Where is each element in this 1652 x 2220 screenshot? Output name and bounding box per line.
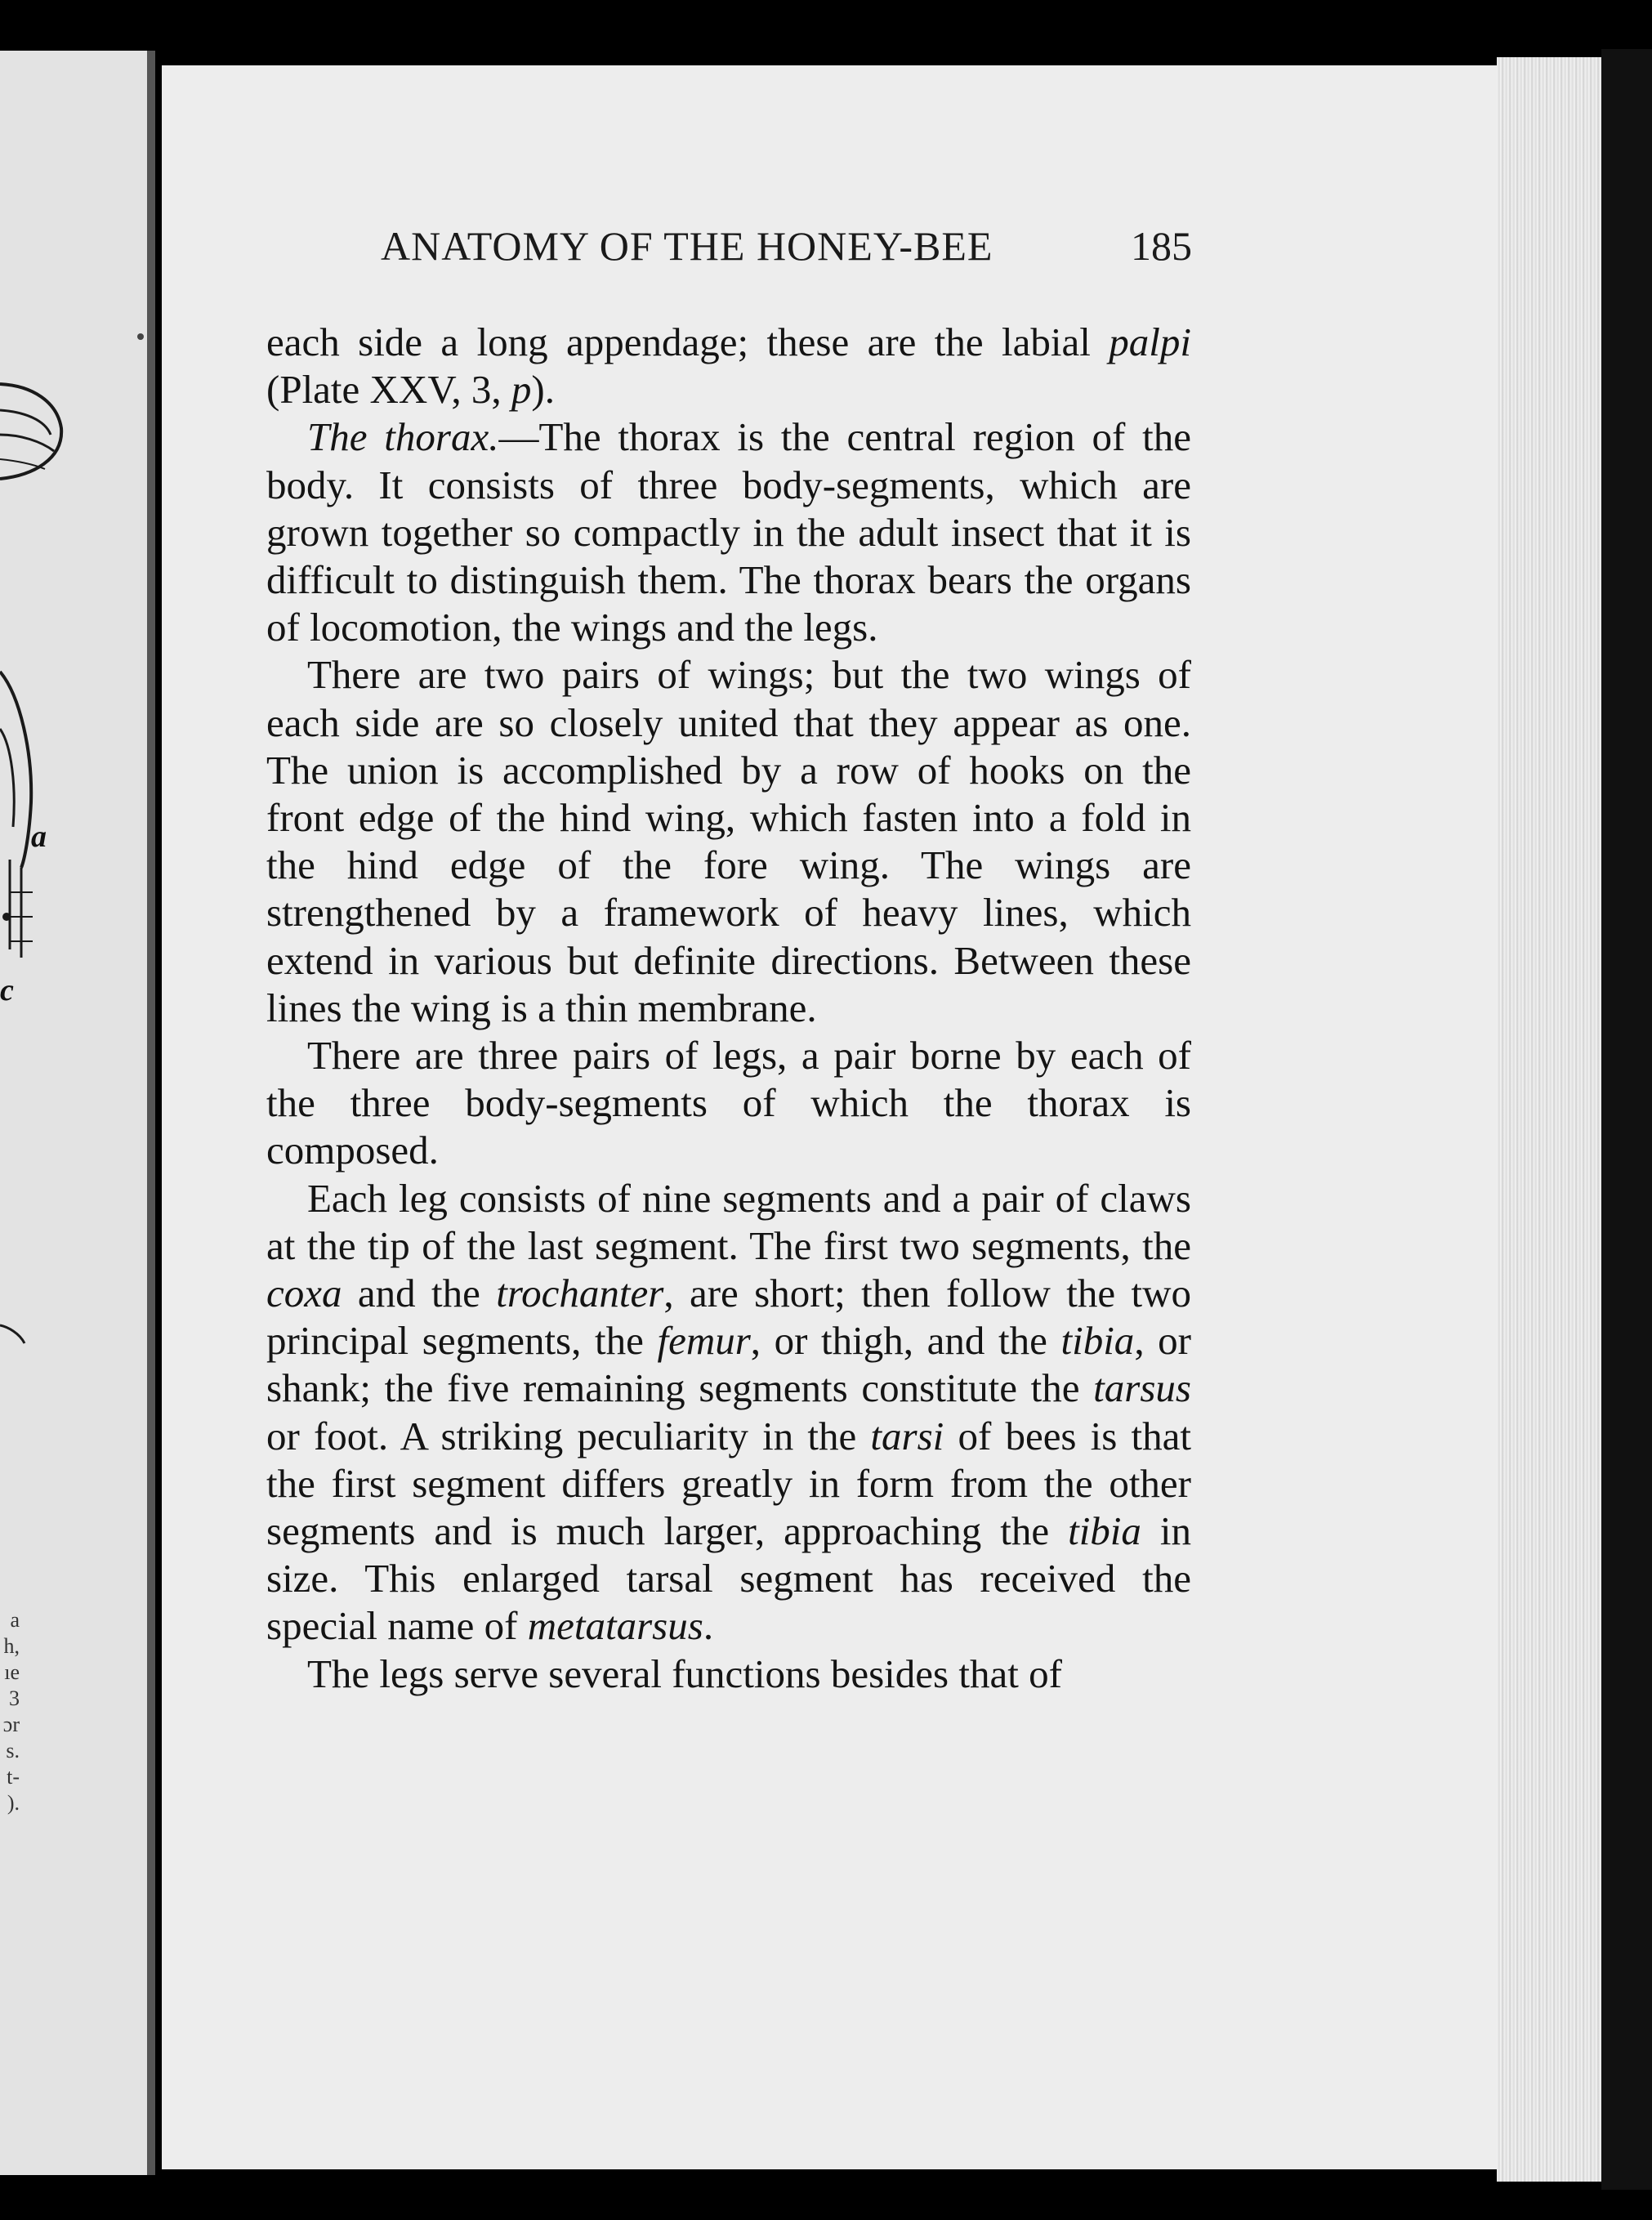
caption-fragment-line: a bbox=[10, 1608, 20, 1632]
running-head bbox=[381, 222, 1198, 279]
text-run: , or shank; the five remaining segments constitute the bbox=[266, 1318, 1191, 1411]
text-run: of bees is that the first segment differs greatly in form from the other segments and is much larger, approaching the bbox=[266, 1413, 1192, 1554]
figure-label-a: a bbox=[31, 820, 47, 854]
text-run: (Plate XXV, 3, bbox=[266, 367, 511, 413]
italic-term: tarsus bbox=[1093, 1365, 1191, 1411]
paragraph bbox=[266, 1032, 1191, 1175]
text-run: , or thigh, and the bbox=[750, 1318, 1061, 1364]
caption-fragment-line: t- bbox=[7, 1765, 20, 1789]
caption-fragment-line: 3 bbox=[9, 1686, 20, 1710]
text-run: Each leg consists of nine segments and a pair of claws at the tip of the last segment. The first two segments, the bbox=[266, 1175, 1191, 1268]
left-page-figure bbox=[0, 51, 147, 2175]
text-run: , are short; then follow the two principal segments, the bbox=[266, 1271, 1191, 1364]
text-run: in size. This enlarged tarsal segment has received the special name of bbox=[266, 1508, 1191, 1649]
caption-fragment-line: ɔr bbox=[2, 1713, 20, 1736]
italic-term: tibia bbox=[1068, 1508, 1141, 1554]
figure-label-c: c bbox=[0, 973, 14, 1007]
running-title: ANATOMY OF THE HONEY-BEE bbox=[381, 223, 993, 269]
paragraph bbox=[266, 413, 1191, 651]
text-run: and the bbox=[342, 1271, 497, 1316]
paragraph bbox=[266, 1650, 1191, 1698]
italic-term: metatarsus bbox=[527, 1603, 703, 1649]
text-run: The legs serve several functions besides that of bbox=[307, 1650, 1062, 1696]
text-run: There are two pairs of wings; but the two wings of each side are so closely united that they appear as one. The union is accomplished by a row of hooks on the front edge of the hind wing, which fasten into a fold in the hind edge of the fore wing. The wings are strengthened by a framework of heavy lines, which extend in various but definite directions. Between these lines the wing is a thin membrane. bbox=[266, 652, 1191, 1030]
page-edge-shadow bbox=[1601, 49, 1652, 2190]
italic-term: coxa bbox=[266, 1271, 342, 1316]
italic-term: tibia bbox=[1060, 1318, 1135, 1364]
caption-fragment-line: ıe bbox=[4, 1660, 20, 1684]
text-run: each side a long appendage; these are the labial bbox=[266, 319, 1110, 364]
paragraph bbox=[266, 319, 1191, 413]
caption-fragment-line: ). bbox=[7, 1791, 20, 1815]
text-run: There are three pairs of legs, a pair borne by each of the three body-segments of which the thorax is composed. bbox=[266, 1033, 1191, 1173]
paragraph bbox=[266, 1175, 1191, 1650]
text-run: ). bbox=[531, 367, 555, 413]
paragraph bbox=[266, 651, 1191, 1032]
italic-term: p bbox=[511, 367, 532, 413]
body-text bbox=[266, 319, 1191, 1698]
page-number: 185 bbox=[1131, 223, 1192, 269]
left-page-fragment bbox=[0, 51, 155, 2175]
italic-term: trochanter bbox=[496, 1271, 664, 1316]
italic-term: femur bbox=[657, 1318, 751, 1364]
text-run: or foot. A striking peculiarity in the bbox=[266, 1413, 871, 1458]
caption-fragment-line: s. bbox=[6, 1739, 20, 1762]
left-caption-fragment bbox=[0, 1607, 20, 1816]
italic-term: palpi bbox=[1109, 319, 1191, 364]
caption-fragment-line: h, bbox=[3, 1634, 20, 1658]
text-run: —The thorax is the central region of the body. It consists of three body-segments, which are grown together so compactly in the adult insect that it is difficult to distinguish them. The thorax bears the organs of locomotion, the wings and the legs. bbox=[266, 414, 1191, 650]
text-run: . bbox=[703, 1603, 714, 1649]
italic-term: tarsi bbox=[870, 1413, 944, 1458]
italic-term: The thorax. bbox=[307, 414, 499, 460]
